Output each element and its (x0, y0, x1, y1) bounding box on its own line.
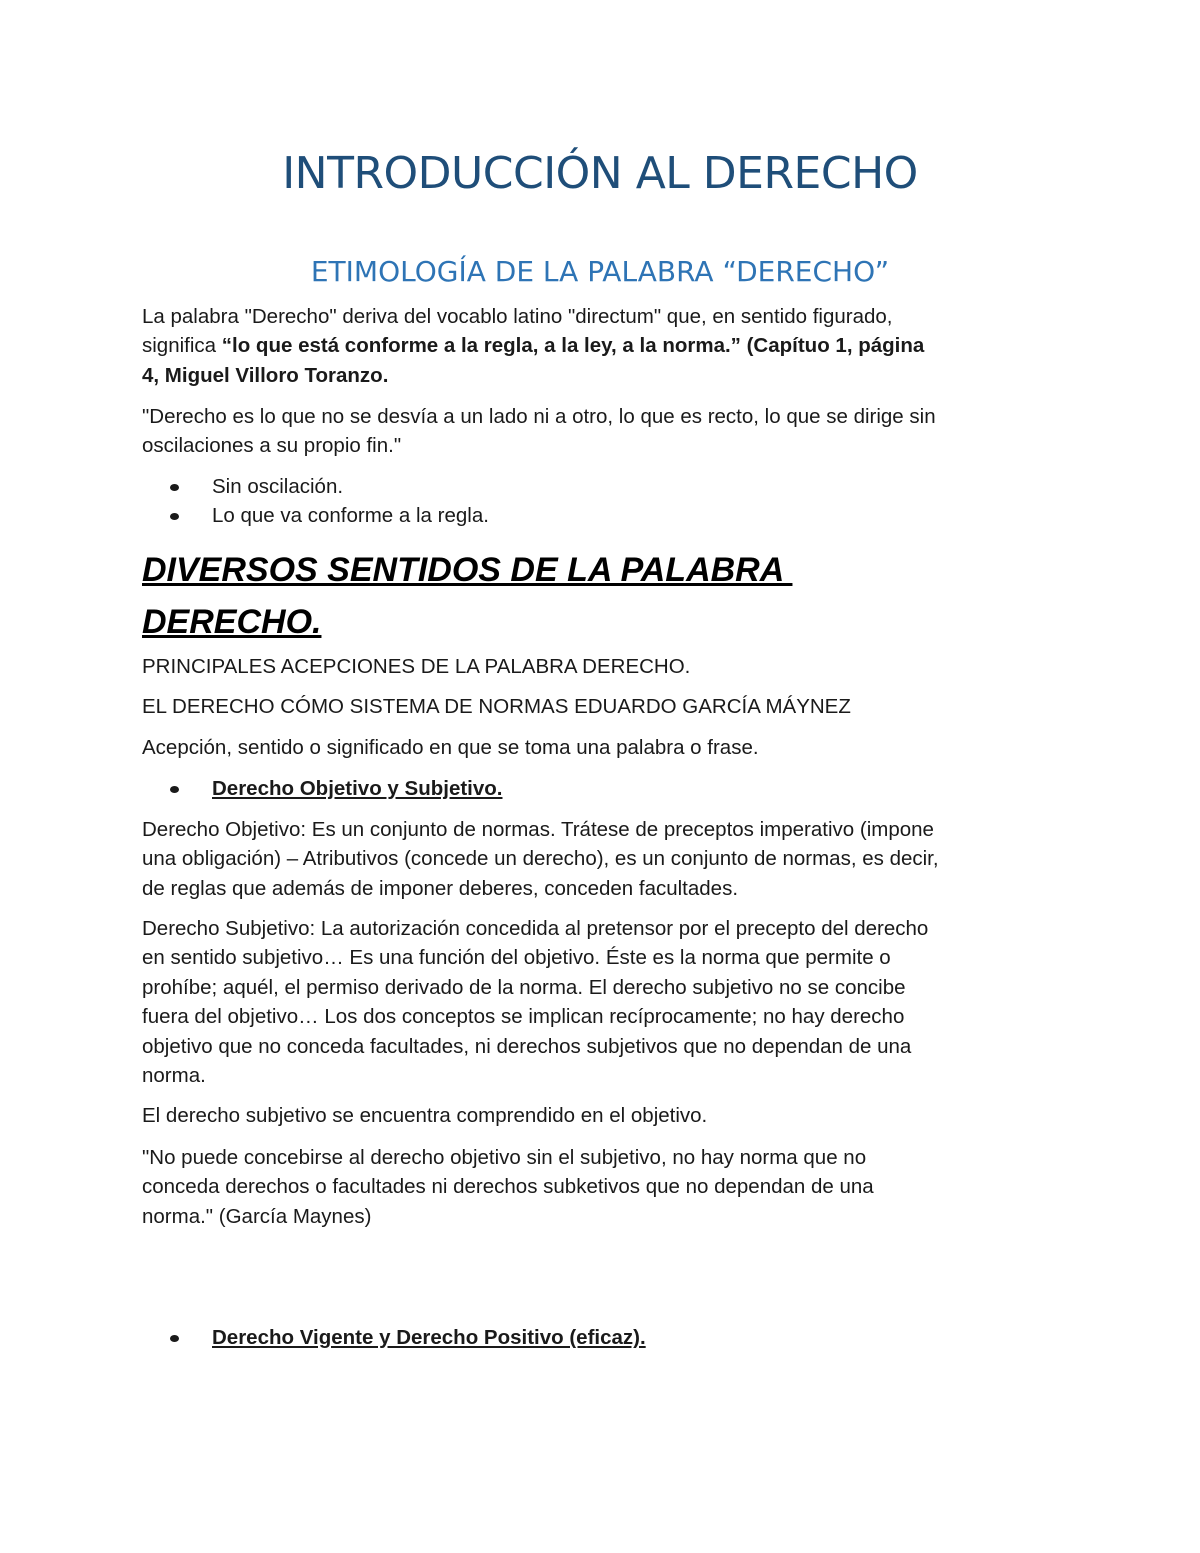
list-item-text: Derecho Vigente y Derecho Positivo (eficaz). (212, 1326, 646, 1349)
quote1-line-1: "Derecho es lo que no se desvía a un lado ni a otro, lo que es recto, lo que se dirige sin (142, 405, 936, 428)
list-item-text: Sin oscilación. (212, 475, 344, 498)
subjetivo-line-1: Derecho Subjetivo: La autorización concedida al pretensor por el precepto del derecho (142, 917, 929, 940)
bullet-icon (170, 1335, 179, 1342)
section-heading-line-2: DERECHO. (142, 603, 322, 641)
bullet-icon (170, 786, 179, 793)
quote2-line-3: norma." (García Maynes) (142, 1205, 372, 1228)
objetivo-line-3: de reglas que además de imponer deberes, conceden facultades. (142, 877, 739, 900)
quote2-line-2: conceda derechos o facultades ni derechos subketivos que no dependan de una (142, 1175, 874, 1198)
intro-line-2-plain: significa (142, 334, 222, 357)
quote2-line-1: "No puede concebirse al derecho objetivo sin el subjetivo, no hay norma que no (142, 1146, 867, 1169)
objetivo-line-1: Derecho Objetivo: Es un conjunto de normas. Trátese de preceptos imperativo (impone (142, 818, 934, 841)
section-heading (142, 544, 1062, 648)
section-subtitle: ETIMOLOGÍA DE LA PALABRA “DERECHO” (310, 255, 890, 288)
list-item-text: Derecho Objetivo y Subjetivo. (212, 777, 503, 800)
subjetivo-line-6: norma. (142, 1064, 206, 1087)
quote1-line-2: oscilaciones a su propio fin." (142, 434, 402, 457)
bullet-icon (170, 484, 179, 491)
sistema-text: EL DERECHO CÓMO SISTEMA DE NORMAS EDUARDO GARCÍA MÁYNEZ (142, 695, 851, 718)
subjetivo-line-3: prohíbe; aquél, el permiso derivado de la norma. El derecho subjetivo no se concibe (142, 976, 906, 999)
intro-line-2 (142, 331, 1062, 361)
bullet-icon (170, 513, 179, 520)
objetivo-line-2: una obligación) – Atributivos (concede un derecho), es un conjunto de normas, es decir, (142, 847, 939, 870)
subjetivo-line-5: objetivo que no conceda facultades, ni derechos subjetivos que no dependan de una (142, 1035, 912, 1058)
intro-line-1: La palabra "Derecho" deriva del vocablo latino "directum" que, en sentido figurado, (142, 305, 893, 328)
section-heading-line-1: DIVERSOS SENTIDOS DE LA PALABRA (142, 551, 793, 589)
intro-line-2-bold: “lo que está conforme a la regla, a la ley, a la norma.” (Capítuo 1, página (221, 334, 925, 357)
intro-line-3: 4, Miguel Villoro Toranzo. (142, 364, 389, 387)
subjetivo-line-2: en sentido subjetivo… Es una función del objetivo. Éste es la norma que permite o (142, 946, 891, 969)
document-title: INTRODUCCIÓN AL DERECHO (282, 148, 918, 199)
subjetivo-line-4: fuera del objetivo… Los dos conceptos se implican recíprocamente; no hay derecho (142, 1005, 905, 1028)
acepcion-text: Acepción, sentido o significado en que se toma una palabra o frase. (142, 736, 759, 759)
list-item-text: Lo que va conforme a la regla. (212, 504, 489, 527)
comprendido-text: El derecho subjetivo se encuentra comprendido en el objetivo. (142, 1104, 708, 1127)
principales-text: PRINCIPALES ACEPCIONES DE LA PALABRA DERECHO. (142, 655, 691, 678)
